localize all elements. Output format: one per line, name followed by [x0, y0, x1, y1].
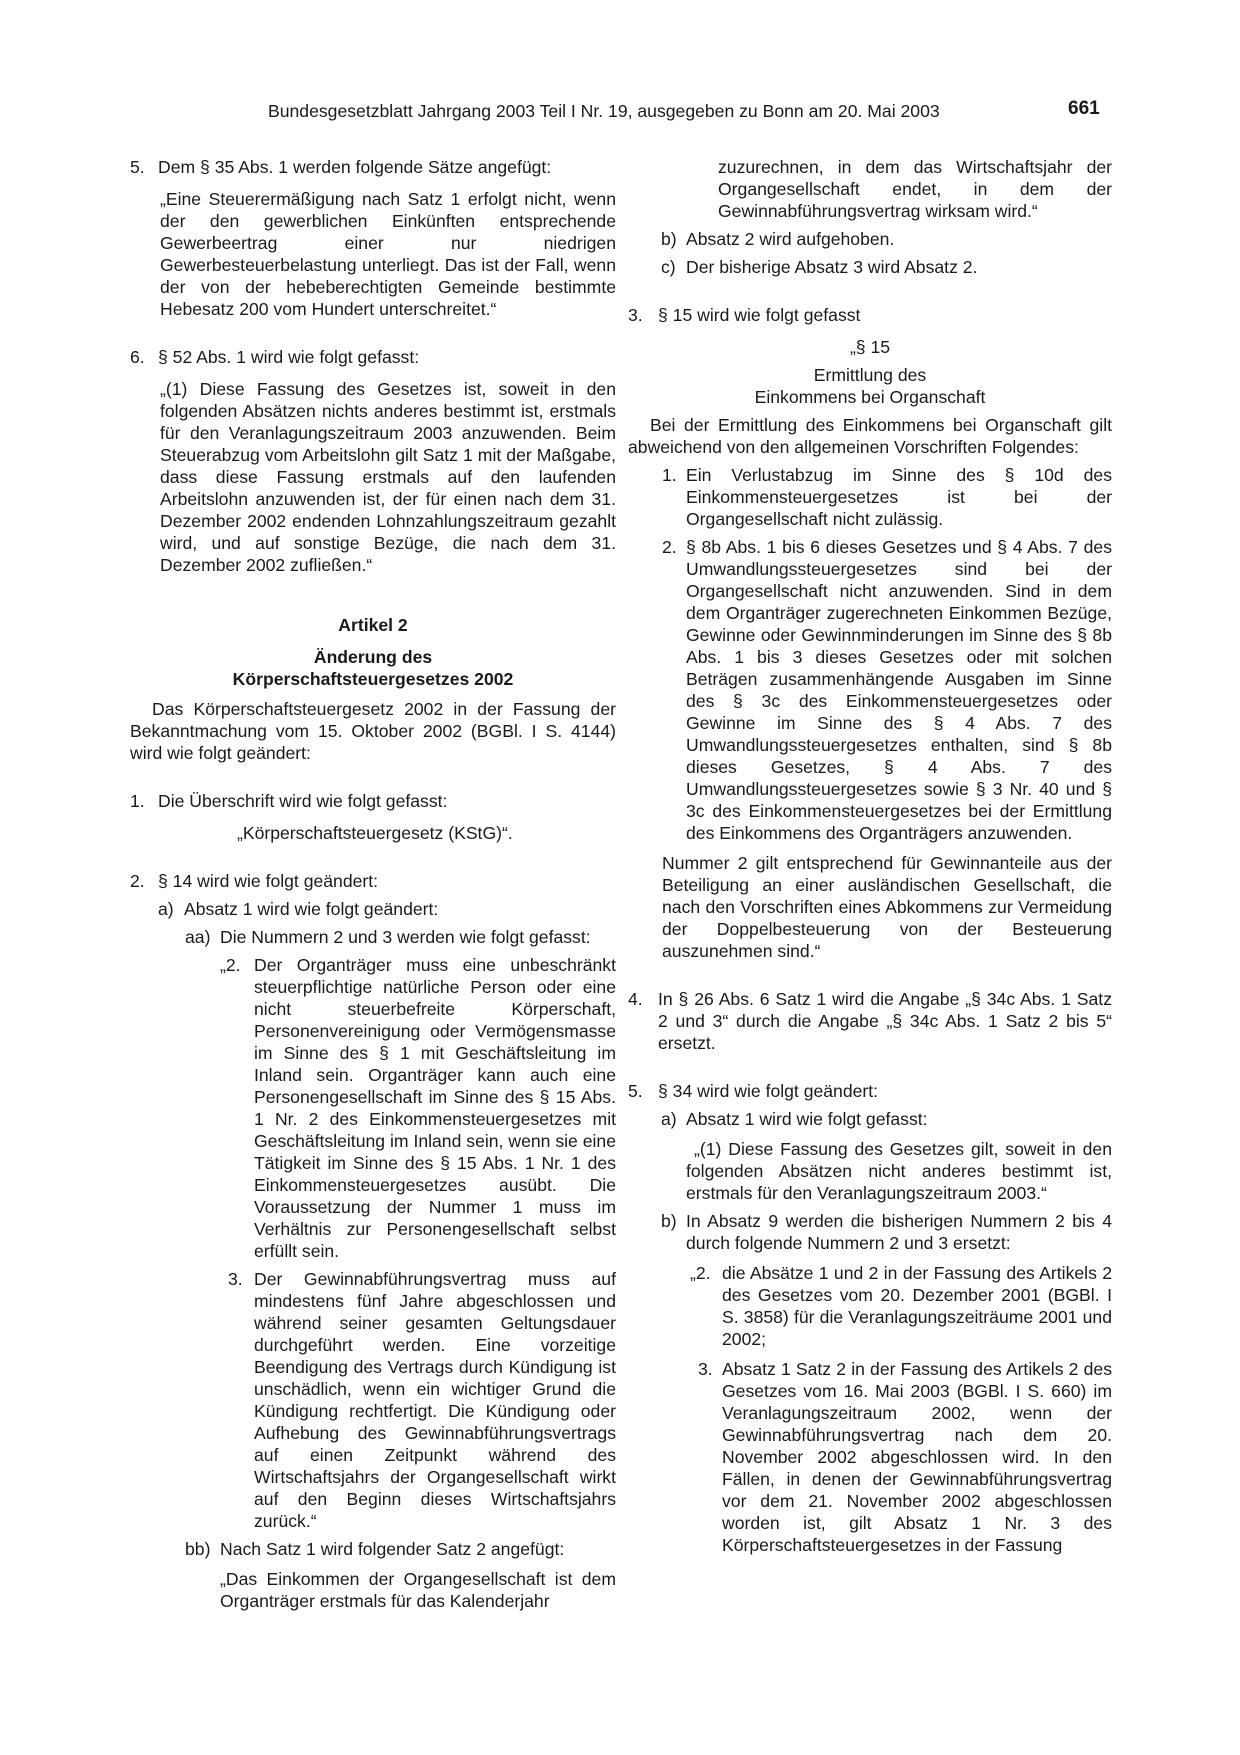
item-letter: bb) — [185, 1539, 211, 1559]
list-item — [628, 304, 1112, 326]
item-letter: a) — [158, 899, 174, 919]
item-text: Nach Satz 1 wird folgender Satz 2 angefügt: — [220, 1539, 565, 1559]
list-item — [628, 464, 1112, 530]
list-item — [628, 256, 1112, 278]
section-title: Einkommens bei Organschaft — [754, 387, 986, 407]
item-text: Die Überschrift wird wie folgt gefasst: — [158, 791, 448, 811]
list-item — [130, 790, 616, 812]
item-text: die Absätze 1 und 2 in der Fassung des Artikels 2 des Gesetzes vom 20. Dezember 2001 (BGBl. I S. 3858) für die Veranlagungszeiträume 2001 und 2002; — [722, 1263, 1112, 1349]
item-letter: aa) — [185, 927, 211, 947]
item-text: Dem § 35 Abs. 1 werden folgende Sätze angefügt: — [158, 157, 552, 177]
list-item — [130, 346, 616, 368]
list-item — [130, 954, 616, 1262]
item-text: § 8b Abs. 1 bis 6 dieses Gesetzes und § 4 Abs. 7 des Umwandlungssteuergesetzes sind bei der Organgesellschaft nicht anzuwenden. Sind in dem dem Organträger zugerechneten Einkommen Bezüge, Gewinne oder Gewinnminderungen im Sinne des § 8b Abs. 1 bis 3 dieses Gesetzes oder mit solchen Beträgen zusammenhängende Ausgaben im Sinne des § 3c des Einkommensteuergesetzes oder Gewinne im Sinne des § 4 Abs. 7 des Umwandlungssteuergesetzes enthalten, sind § 8b dieses Gesetzes, § 4 Abs. 7 des Umwandlungssteuergesetzes sowie § 3 Nr. 40 und § 3c des Einkommensteuergesetzes bei der Ermittlung des Einkommens des Organträgers anzuwenden. — [686, 537, 1112, 843]
quoted-paragraph: „(1) Diese Fassung des Gesetzes gilt, soweit in den folgenden Absätzen nicht anderes bestimmt ist, erstmals für den Veranlagungszeitraum 2003.“ — [686, 1139, 1112, 1203]
item-number: „2. — [690, 1263, 711, 1283]
item-text: Absatz 1 Satz 2 in der Fassung des Artikels 2 des Gesetzes vom 16. Mai 2003 (BGBl. I S. 660) im Veranlagungszeitraum 2002, wenn der Gewinnabführungsvertrag nach dem 20. November 2002 abgeschlossen wird. In den Fällen, in denen der Gewinnabführungsvertrag vor dem 21. November 2002 abgeschlossen worden ist, gilt Absatz 1 Nr. 3 des Körperschaftsteuergesetzes in der Fassung — [722, 1359, 1112, 1555]
item-letter: b) — [661, 229, 677, 249]
list-item — [628, 1080, 1112, 1102]
follow-paragraph: Nummer 2 gilt entsprechend für Gewinnanteile aus der Beteiligung an einer ausländischen Gesellschaft, die nach den Vorschriften eines Abkommens zur Vermeidung der Doppelbesteuerung von der Besteuerung auszunehmen sind.“ — [662, 853, 1112, 961]
quoted-title: „Körperschaftsteuergesetz (KStG)“. — [237, 823, 513, 843]
section-intro: Bei der Ermittlung des Einkommens bei Organschaft gilt abweichend von den allgemeinen Vorschriften Folgendes: — [628, 415, 1112, 457]
item-text: Absatz 1 wird wie folgt geändert: — [184, 899, 439, 919]
list-item — [628, 1358, 1112, 1556]
item-number: 3. — [628, 305, 643, 325]
item-number: 2. — [662, 537, 677, 557]
item-number: 3. — [698, 1359, 713, 1379]
item-number: 3. — [228, 1269, 243, 1289]
left-column — [130, 156, 616, 1612]
list-item — [628, 228, 1112, 250]
list-item — [130, 1268, 616, 1532]
item-text: In § 26 Abs. 6 Satz 1 wird die Angabe „§ 34c Abs. 1 Satz 2 und 3“ durch die Angabe „§ 34c Abs. 1 Satz 2 bis 5“ ersetzt. — [658, 989, 1112, 1053]
list-item — [130, 898, 616, 920]
list-item — [130, 870, 616, 892]
article-subheading: Änderung des — [313, 647, 433, 667]
item-number: „2. — [220, 955, 241, 975]
item-text: Der Organträger muss eine unbeschränkt steuerpflichtige natürliche Person oder eine nicht steuerbefreite Körperschaft, Personenvereinigung oder Vermögensmasse im Sinne des § 1 mit Geschäftsleitung im Inland sein. Organträger kann auch eine Personengesellschaft im Sinne des § 15 Abs. 1 Nr. 2 des Einkommensteuergesetzes mit Geschäftsleitung im Inland sein, wenn sie eine Tätigkeit im Sinne des § 15 Abs. 1 Nr. 1 des Einkommensteuergesetzes ausübt. Die Voraussetzung der Nummer 1 muss im Verhältnis zur Personengesellschaft selbst erfüllt sein. — [254, 955, 616, 1261]
item-text: § 52 Abs. 1 wird wie folgt gefasst: — [158, 347, 420, 367]
list-item — [628, 1262, 1112, 1350]
quoted-paragraph: „Eine Steuerermäßigung nach Satz 1 erfolgt nicht, wenn der den gewerblichen Einkünften entsprechende Gewerbeertrag einer nur niedrigen Gewerbesteuerbelastung unterliegt. Das ist der Fall, wenn der von der hebeberechtigten Gemeinde bestimmte Hebesatz 200 vom Hundert unterschreitet.“ — [160, 189, 616, 319]
item-letter: b) — [661, 1211, 677, 1231]
section-number: „§ 15 — [849, 337, 891, 357]
item-text: § 15 wird wie folgt gefasst — [658, 305, 861, 325]
section-title: Ermittlung des — [813, 365, 927, 385]
item-text: Der Gewinnabführungsvertrag muss auf mindestens fünf Jahre abgeschlossen und während seiner gesamten Geltungsdauer durchgeführt werden. Eine vorzeitige Beendigung des Vertrags durch Kündigung ist unschädlich, wenn ein wichtiger Grund die Kündigung rechtfertigt. Die Kündigung oder Aufhebung des Gewinnabführungsvertrags auf einen Zeitpunkt während des Wirtschaftsjahrs der Organgesellschaft wirkt auf den Beginn dieses Wirtschaftsjahrs zurück.“ — [254, 1269, 616, 1531]
page-header-title: Bundesgesetzblatt Jahrgang 2003 Teil I Nr. 19, ausgegeben zu Bonn am 20. Mai 2003 — [268, 101, 940, 121]
article-intro: Das Körperschaftsteuergesetz 2002 in der Fassung der Bekanntmachung vom 15. Oktober 2002 (BGBl. I S. 4144) wird wie folgt geändert: — [130, 699, 616, 763]
list-item — [628, 988, 1112, 1054]
item-text: Der bisherige Absatz 3 wird Absatz 2. — [686, 257, 978, 277]
page-number: 661 — [1068, 98, 1100, 119]
article-heading: Artikel 2 — [338, 615, 408, 635]
item-text: § 14 wird wie folgt geändert: — [158, 871, 379, 891]
article-subheading: Körperschaftsteuergesetzes 2002 — [232, 669, 514, 689]
item-number: 6. — [130, 347, 145, 367]
item-letter: c) — [661, 257, 676, 277]
item-number: 5. — [628, 1081, 643, 1101]
item-text: Ein Verlustabzug im Sinne des § 10d des Einkommensteuergesetzes ist bei der Organgesellschaft nicht zulässig. — [686, 465, 1112, 529]
item-text: Absatz 1 wird wie folgt gefasst: — [686, 1109, 928, 1129]
item-number: 1. — [662, 465, 677, 485]
list-item — [628, 536, 1112, 844]
quoted-paragraph: „(1) Diese Fassung des Gesetzes ist, soweit in den folgenden Absätzen nichts anderes bestimmt ist, erstmals für den Veranlagungszeitraum 2003 anzuwenden. Beim Steuerabzug vom Arbeitslohn gilt Satz 1 mit der Maßgabe, dass diese Fassung erstmals auf den laufenden Arbeitslohn anzuwenden ist, der für einen nach dem 31. Dezember 2002 endenden Lohnzahlungszeitraum gezahlt wird, und auf sonstige Bezüge, die nach dem 31. Dezember 2002 zufließen.“ — [160, 379, 616, 575]
item-text: In Absatz 9 werden die bisherigen Nummern 2 bis 4 durch folgende Nummern 2 und 3 ersetzt: — [686, 1211, 1112, 1253]
item-number: 5. — [130, 157, 145, 177]
item-number: 1. — [130, 791, 145, 811]
list-item — [130, 1538, 616, 1560]
list-item — [130, 926, 616, 948]
right-column — [628, 156, 1112, 1556]
item-number: 2. — [130, 871, 145, 891]
item-text: Die Nummern 2 und 3 werden wie folgt gefasst: — [220, 927, 591, 947]
item-number: 4. — [628, 989, 643, 1009]
item-text: § 34 wird wie folgt geändert: — [658, 1081, 879, 1101]
list-item — [628, 1210, 1112, 1254]
list-item — [130, 156, 616, 178]
item-text: Absatz 2 wird aufgehoben. — [686, 229, 895, 249]
continued-paragraph: zuzurechnen, in dem das Wirtschaftsjahr der Organgesellschaft endet, in dem der Gewinnabführungsvertrag wirksam wird.“ — [718, 157, 1112, 221]
item-letter: a) — [661, 1109, 677, 1129]
list-item — [628, 1108, 1112, 1130]
quoted-paragraph: „Das Einkommen der Organgesellschaft ist dem Organträger erstmals für das Kalenderjahr — [220, 1569, 616, 1611]
